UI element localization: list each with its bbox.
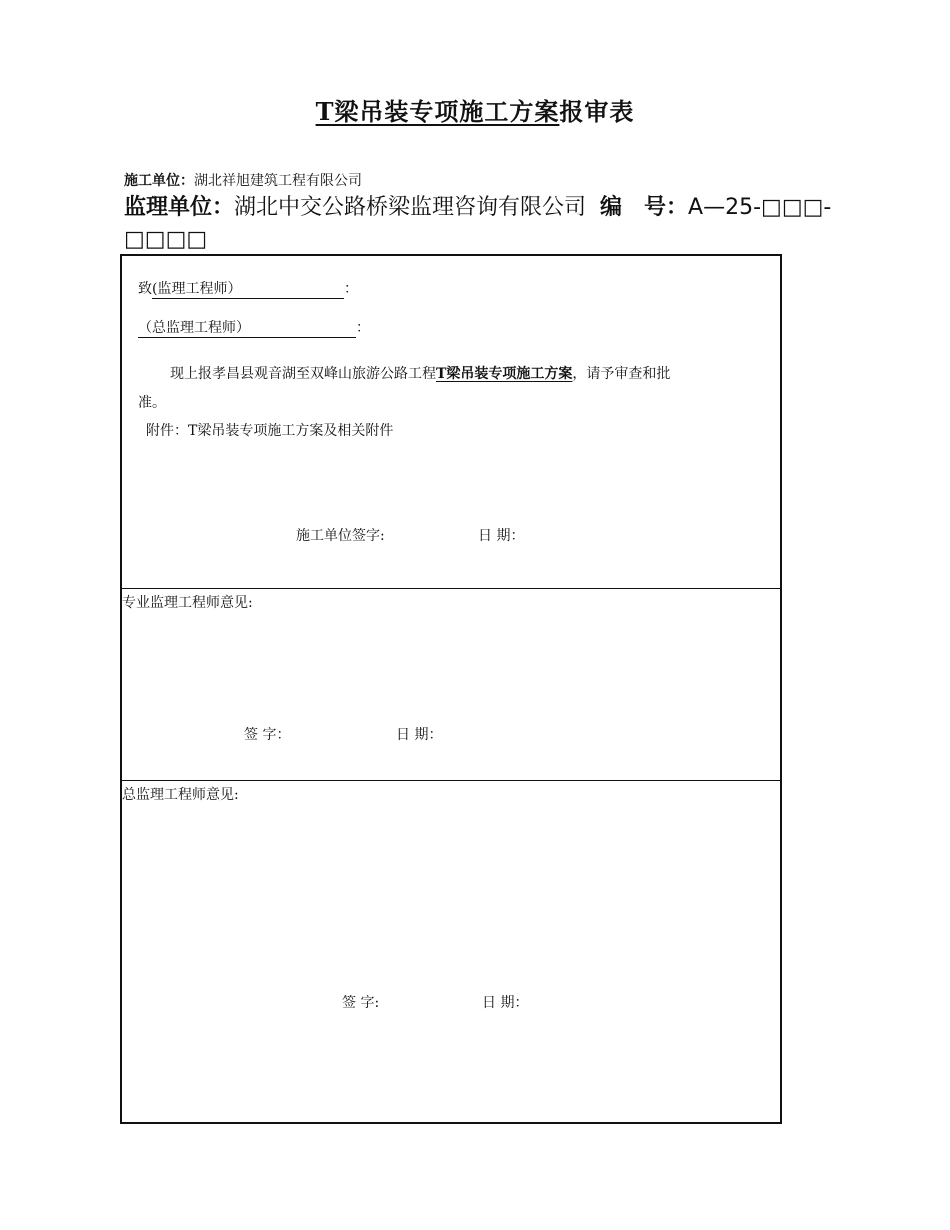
contractor-line [124,170,362,190]
to-chief-line [138,317,370,338]
submission-text [170,363,670,383]
colon: ： [344,281,358,297]
form-number-value: A—25-□□□-□□□□ [124,195,832,252]
to-prefix: 致 [138,281,152,297]
colon: ： [356,320,370,336]
chief-date-label: 日 期： [482,995,529,1011]
chief-sign-label: 签 字: [342,995,380,1011]
supervisor-value: 湖北中交公路桥梁监理咨询有限公司 [234,195,587,220]
specialist-opinion-label: 专业监理工程师意见: [122,595,253,611]
title-suffix: 报审表 [559,97,635,126]
engineer-title: (监理工程师） [152,281,242,297]
chief-title: （总监理工程师） [138,320,250,336]
to-engineer-line [138,278,358,299]
submission-prefix: 现上报孝昌县观音湖至双峰山旅游公路工程 [170,366,436,382]
contractor-date-label: 日 期： [478,528,525,544]
form-number-label: 编 号： [600,195,689,220]
specialist-date-label: 日 期： [396,727,443,743]
submission-suffix: ，请予审查和批 [572,366,671,382]
document-title [0,92,950,127]
chief-blank[interactable] [138,317,356,338]
engineer-blank[interactable] [152,278,344,299]
supervisor-line [124,192,864,256]
contractor-sign-label: 施工单位签字: [296,528,385,544]
contractor-label: 施工单位： [124,173,194,189]
section-divider [122,780,780,781]
contractor-value: 湖北祥旭建筑工程有限公司 [194,173,362,189]
submission-text-cont: 准。 [138,395,166,411]
plan-name: T梁吊装专项施工方案 [436,366,573,382]
attachment-line: 附件：T梁吊装专项施工方案及相关附件 [146,423,394,439]
supervisor-label: 监理单位： [124,195,235,220]
specialist-sign-label: 签 字： [244,727,291,743]
title-plan-name: T梁吊装专项施工方案 [315,97,560,126]
chief-opinion-label: 总监理工程师意见: [122,787,239,803]
approval-form [120,254,782,1124]
section-divider [122,588,780,589]
